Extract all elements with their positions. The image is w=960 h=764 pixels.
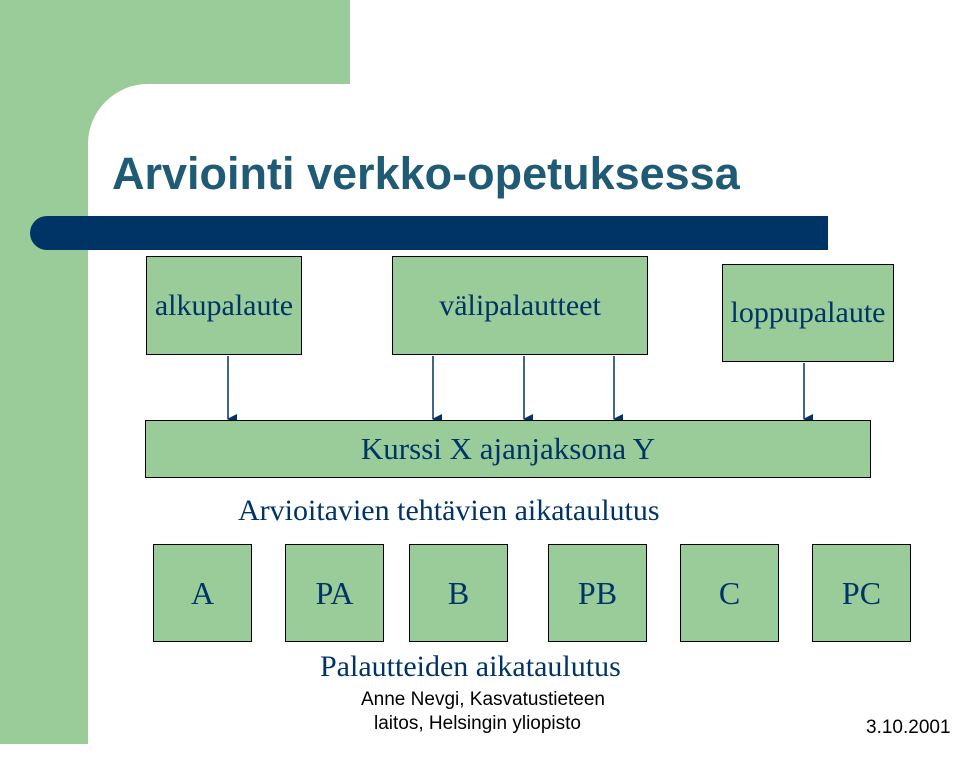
valipalautteet-label: välipalautteet <box>439 288 601 322</box>
alkupalaute-label: alkupalaute <box>154 288 294 322</box>
schedule-box-c <box>680 544 779 642</box>
feedback-schedule-label: Palautteiden aikataulutus <box>320 650 621 683</box>
footer-date: 3.10.2001 <box>866 717 951 738</box>
schedule-box-b <box>409 544 508 642</box>
footer-author-line-2: laitos, Helsingin yliopisto <box>374 713 581 734</box>
course-box <box>145 420 871 478</box>
task-schedule-label: Arvioitavien tehtävien aikataulutus <box>238 494 660 527</box>
footer-author-line-1: Anne Nevgi, Kasvatustieteen <box>361 689 605 710</box>
schedule-item-label: PB <box>577 574 618 611</box>
course-label: Kurssi X ajanjaksona Y <box>360 431 656 466</box>
schedule-item-label: C <box>718 574 741 611</box>
schedule-item-label: A <box>190 574 215 611</box>
schedule-item-label: PA <box>315 574 354 611</box>
loppupalaute-label: loppupalaute <box>730 296 886 329</box>
slide-title: Arviointi verkko-opetuksessa <box>112 148 740 199</box>
schedule-box-pb <box>548 544 647 642</box>
schedule-box-pa <box>285 544 384 642</box>
schedule-box-pc <box>812 544 911 642</box>
schedule-box-a <box>153 544 252 642</box>
schedule-item-label: PC <box>841 574 882 611</box>
schedule-item-label: B <box>447 574 470 611</box>
